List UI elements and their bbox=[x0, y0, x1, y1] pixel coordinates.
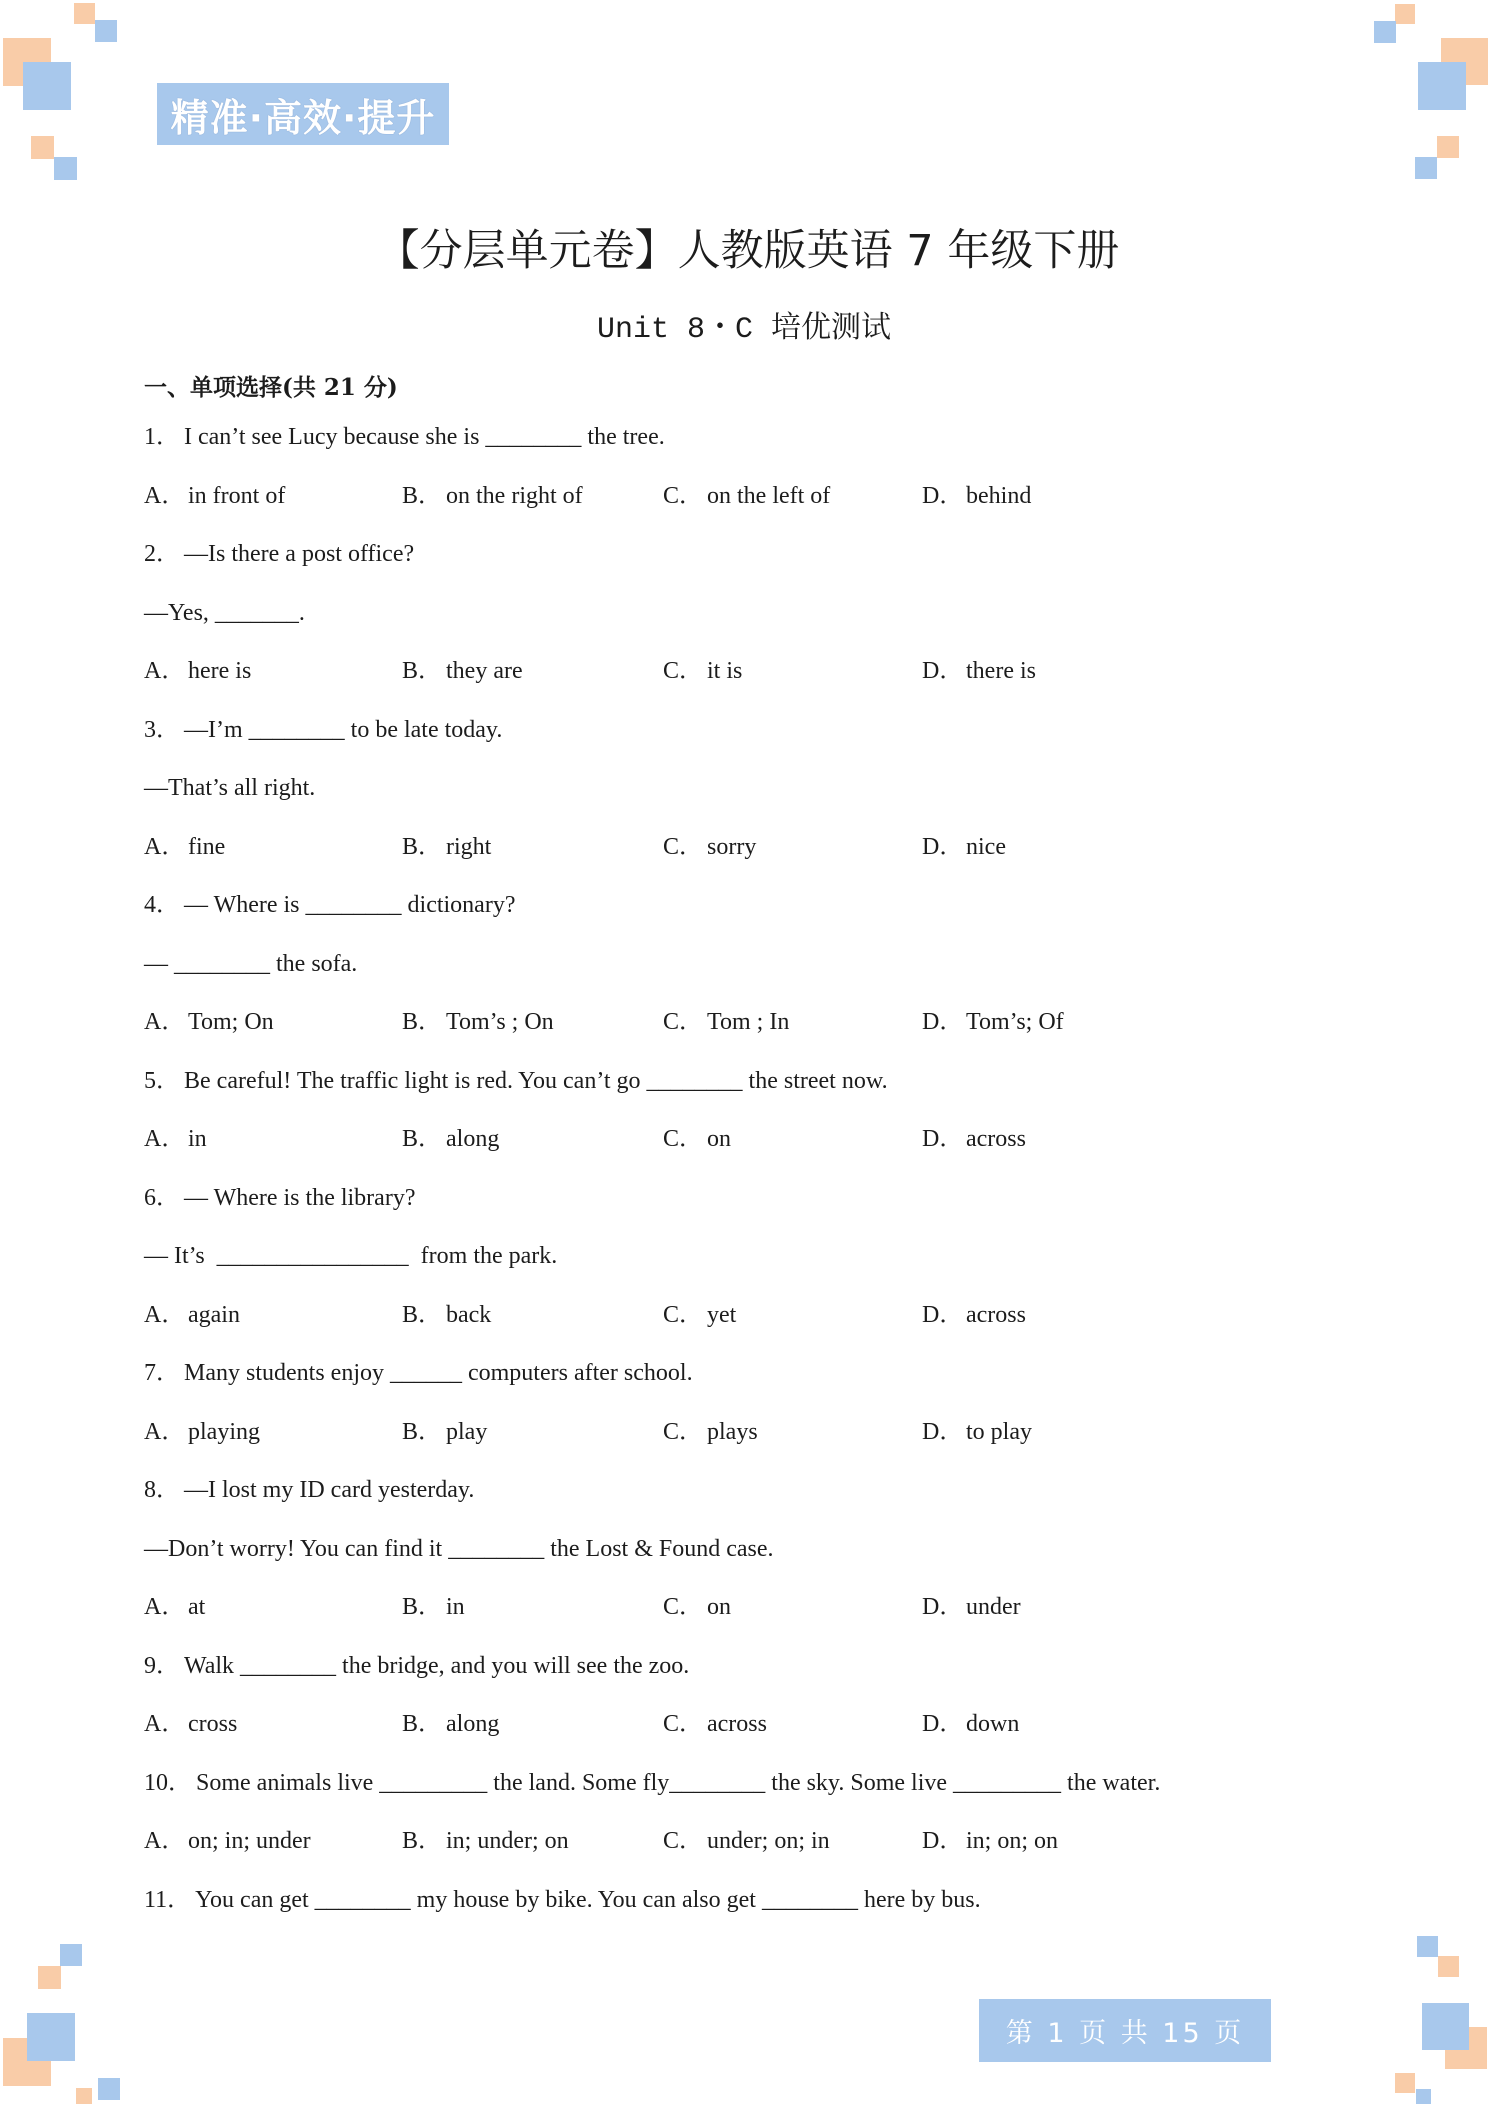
option-text: along bbox=[446, 1711, 500, 1737]
option-a bbox=[144, 467, 285, 526]
option-d bbox=[922, 993, 1064, 1052]
option-text: plays bbox=[707, 1418, 758, 1445]
option-a bbox=[144, 1286, 240, 1345]
option-label: A． bbox=[144, 1126, 186, 1152]
option-c bbox=[663, 1812, 830, 1871]
option-text: Tom’s ; On bbox=[446, 1009, 554, 1035]
option-label: A． bbox=[144, 1009, 186, 1035]
question-stem: — Where is ________ dictionary? bbox=[184, 892, 516, 918]
question-number: 8． bbox=[144, 1477, 180, 1503]
option-label: D． bbox=[922, 482, 964, 509]
option-label: D． bbox=[922, 1711, 964, 1737]
option-label: A． bbox=[144, 1828, 186, 1854]
option-label: C． bbox=[663, 658, 704, 684]
question-number: 9． bbox=[144, 1652, 180, 1679]
option-text: in; under; on bbox=[446, 1828, 569, 1854]
option-label: B． bbox=[402, 658, 443, 684]
option-c bbox=[663, 1110, 731, 1169]
option-text: nice bbox=[966, 833, 1006, 860]
option-a bbox=[144, 1578, 205, 1637]
option-text: in; on; on bbox=[966, 1828, 1059, 1854]
option-label: B． bbox=[402, 1009, 443, 1035]
option-text: on; in; under bbox=[188, 1828, 311, 1854]
option-a bbox=[144, 1812, 311, 1871]
option-c bbox=[663, 1695, 767, 1754]
option-b bbox=[402, 818, 491, 877]
decor-square bbox=[1395, 4, 1415, 24]
options-row bbox=[144, 1695, 1444, 1754]
question-stem-row bbox=[144, 876, 1444, 935]
option-c bbox=[663, 642, 742, 701]
decor-square bbox=[1422, 2003, 1469, 2050]
option-d bbox=[922, 1110, 1026, 1169]
decor-square bbox=[1438, 1956, 1459, 1977]
dialogue-reply: —That’s all right. bbox=[144, 775, 316, 801]
decor-square bbox=[1417, 1936, 1438, 1957]
option-c bbox=[663, 993, 789, 1052]
option-text: fine bbox=[188, 833, 226, 860]
options-row bbox=[144, 993, 1444, 1052]
option-c bbox=[663, 1286, 736, 1345]
option-label: C． bbox=[663, 1418, 704, 1445]
decor-square bbox=[27, 2013, 75, 2061]
question-stem-row bbox=[144, 1637, 1444, 1696]
option-text: down bbox=[966, 1711, 1020, 1737]
option-c bbox=[663, 1403, 758, 1462]
option-text: again bbox=[188, 1301, 240, 1328]
option-label: C． bbox=[663, 1301, 704, 1328]
option-text: at bbox=[188, 1594, 206, 1620]
question-stem: —Is there a post office? bbox=[184, 541, 415, 567]
option-d bbox=[922, 1286, 1026, 1345]
options-row bbox=[144, 818, 1444, 877]
option-text: they are bbox=[446, 658, 523, 684]
question-stem: — Where is the library? bbox=[184, 1184, 416, 1211]
option-c bbox=[663, 818, 756, 877]
question-stem-row bbox=[144, 1461, 1444, 1520]
option-text: under; on; in bbox=[707, 1828, 830, 1854]
option-a bbox=[144, 1695, 237, 1754]
option-text: playing bbox=[188, 1418, 260, 1445]
option-label: A． bbox=[144, 833, 186, 860]
option-label: B． bbox=[402, 1418, 443, 1445]
question-stem-row bbox=[144, 1169, 1444, 1228]
option-label: D． bbox=[922, 658, 964, 684]
option-c bbox=[663, 1578, 731, 1637]
option-label: C． bbox=[663, 833, 704, 860]
option-label: C． bbox=[663, 1009, 704, 1035]
decor-square bbox=[1415, 157, 1437, 179]
dialogue-reply: —Yes, _______. bbox=[144, 599, 305, 626]
option-text: back bbox=[446, 1301, 492, 1328]
option-d bbox=[922, 1403, 1032, 1462]
option-label: A． bbox=[144, 1418, 186, 1445]
option-c bbox=[663, 467, 830, 526]
decor-square bbox=[54, 157, 77, 180]
option-b bbox=[402, 1286, 491, 1345]
option-text: play bbox=[446, 1418, 488, 1445]
option-text: on the right of bbox=[446, 482, 583, 509]
dialogue-reply: —Don’t worry! You can find it ________ the Lost & Found case. bbox=[144, 1535, 774, 1562]
section-heading: 一、单项选择(共 21 分) bbox=[144, 374, 398, 401]
option-label: D． bbox=[922, 1418, 964, 1445]
option-text: cross bbox=[188, 1711, 238, 1737]
option-text: to play bbox=[966, 1418, 1032, 1445]
option-d bbox=[922, 1695, 1019, 1754]
option-label: C． bbox=[663, 1594, 704, 1620]
question-stem: You can get ________ my house by bike. You can also get ________ here by bus. bbox=[195, 1886, 981, 1913]
options-row bbox=[144, 1403, 1444, 1462]
option-text: in front of bbox=[188, 482, 286, 509]
decor-square bbox=[1374, 21, 1396, 43]
decor-square bbox=[1418, 62, 1466, 110]
option-text: there is bbox=[966, 658, 1036, 684]
option-label: B． bbox=[402, 1828, 443, 1854]
question-list bbox=[144, 408, 1444, 1929]
question-stem-row bbox=[144, 1871, 1444, 1930]
decor-square bbox=[60, 1944, 82, 1966]
question-stem-row bbox=[144, 525, 1444, 584]
option-a bbox=[144, 642, 251, 701]
option-d bbox=[922, 1812, 1058, 1871]
option-text: on bbox=[707, 1594, 731, 1620]
option-label: D． bbox=[922, 1828, 964, 1854]
option-label: D． bbox=[922, 1594, 964, 1620]
option-label: C． bbox=[663, 1711, 704, 1737]
decor-square bbox=[1437, 136, 1459, 158]
dialogue-reply: — It’s ________________ from the park. bbox=[144, 1243, 558, 1269]
option-label: B． bbox=[402, 1594, 443, 1620]
page-title: 【分层单元卷】人教版英语 7 年级下册 bbox=[376, 226, 1120, 276]
decor-square bbox=[1416, 2089, 1431, 2104]
option-label: B． bbox=[402, 1711, 443, 1737]
decor-square bbox=[23, 62, 71, 110]
question-number: 2． bbox=[144, 541, 180, 567]
option-text: across bbox=[966, 1126, 1026, 1152]
question-stem-row bbox=[144, 701, 1444, 760]
option-text: it is bbox=[707, 658, 743, 684]
option-d bbox=[922, 467, 1031, 526]
option-text: in bbox=[188, 1126, 207, 1152]
question-stem-row bbox=[144, 408, 1444, 467]
option-a bbox=[144, 818, 225, 877]
option-label: D． bbox=[922, 1009, 964, 1035]
option-text: sorry bbox=[707, 833, 757, 860]
option-label: A． bbox=[144, 1301, 186, 1328]
option-text: on bbox=[707, 1126, 731, 1152]
option-label: A． bbox=[144, 1594, 186, 1620]
option-b bbox=[402, 467, 583, 526]
question-stem: Be careful! The traffic light is red. You can’t go ________ the street now. bbox=[184, 1067, 888, 1094]
question-stem-row bbox=[144, 1052, 1444, 1111]
decor-square bbox=[31, 136, 54, 159]
question-stem: Walk ________ the bridge, and you will see the zoo. bbox=[184, 1652, 690, 1679]
decor-square bbox=[38, 1966, 61, 1989]
option-b bbox=[402, 1695, 499, 1754]
option-b bbox=[402, 1578, 465, 1637]
decor-square bbox=[98, 2078, 120, 2100]
option-label: D． bbox=[922, 1301, 964, 1328]
question-number: 7． bbox=[144, 1360, 180, 1386]
option-text: across bbox=[966, 1301, 1026, 1328]
options-row bbox=[144, 1812, 1444, 1871]
option-text: behind bbox=[966, 482, 1032, 509]
options-row bbox=[144, 642, 1444, 701]
decor-square bbox=[74, 3, 95, 24]
question-stem: I can’t see Lucy because she is ________ the tree. bbox=[184, 424, 665, 450]
option-a bbox=[144, 1403, 260, 1462]
question-number: 11． bbox=[144, 1886, 192, 1913]
option-label: B． bbox=[402, 1301, 443, 1328]
option-label: D． bbox=[922, 833, 964, 860]
option-label: C． bbox=[663, 1828, 704, 1854]
page-subtitle: Unit 8・C 培优测试 bbox=[596, 313, 892, 347]
question-number: 6． bbox=[144, 1184, 180, 1211]
option-b bbox=[402, 1403, 487, 1462]
options-row bbox=[144, 1110, 1444, 1169]
question-stem: —I’m ________ to be late today. bbox=[184, 716, 503, 743]
option-label: B． bbox=[402, 833, 443, 860]
question-number: 4． bbox=[144, 892, 180, 918]
option-text: yet bbox=[707, 1301, 737, 1328]
question-stem: Many students enjoy ______ computers after school. bbox=[184, 1360, 693, 1386]
question-stem: —I lost my ID card yesterday. bbox=[184, 1477, 475, 1503]
options-row bbox=[144, 1578, 1444, 1637]
option-text: along bbox=[446, 1126, 500, 1152]
question-stem: Some animals live _________ the land. Some fly________ the sky. Some live _________ the water. bbox=[196, 1769, 1161, 1796]
option-text: on the left of bbox=[707, 482, 831, 509]
option-b bbox=[402, 1110, 499, 1169]
option-a bbox=[144, 1110, 207, 1169]
page-indicator: 第 1 页 共 15 页 bbox=[979, 1999, 1271, 2062]
decor-square bbox=[1395, 2073, 1415, 2093]
option-a bbox=[144, 993, 274, 1052]
option-d bbox=[922, 642, 1036, 701]
option-d bbox=[922, 1578, 1021, 1637]
option-label: B． bbox=[402, 1126, 443, 1152]
decor-square bbox=[95, 20, 117, 42]
option-text: right bbox=[446, 833, 492, 860]
options-row bbox=[144, 1286, 1444, 1345]
option-b bbox=[402, 1812, 569, 1871]
option-label: C． bbox=[663, 1126, 704, 1152]
option-b bbox=[402, 993, 554, 1052]
option-text: Tom; On bbox=[188, 1009, 274, 1035]
option-label: C． bbox=[663, 482, 704, 509]
decor-square bbox=[76, 2088, 92, 2104]
option-label: A． bbox=[144, 1711, 186, 1737]
option-label: A． bbox=[144, 482, 186, 509]
question-stem-row bbox=[144, 1754, 1444, 1813]
dialogue-reply: — ________ the sofa. bbox=[144, 950, 358, 977]
option-text: under bbox=[966, 1594, 1021, 1620]
brand-banner: 精准·高效·提升 bbox=[157, 83, 449, 145]
option-text: Tom ; In bbox=[707, 1009, 790, 1035]
option-d bbox=[922, 818, 1006, 877]
question-number: 1． bbox=[144, 424, 180, 450]
question-number: 3． bbox=[144, 716, 180, 743]
question-number: 10． bbox=[144, 1769, 192, 1796]
option-label: A． bbox=[144, 658, 186, 684]
option-label: D． bbox=[922, 1126, 964, 1152]
option-b bbox=[402, 642, 523, 701]
option-text: across bbox=[707, 1711, 767, 1737]
option-text: in bbox=[446, 1594, 465, 1620]
question-stem-row bbox=[144, 1344, 1444, 1403]
question-number: 5． bbox=[144, 1067, 180, 1094]
option-text: here is bbox=[188, 658, 252, 684]
option-text: Tom’s; Of bbox=[966, 1009, 1064, 1035]
option-label: B． bbox=[402, 482, 443, 509]
options-row bbox=[144, 467, 1444, 526]
